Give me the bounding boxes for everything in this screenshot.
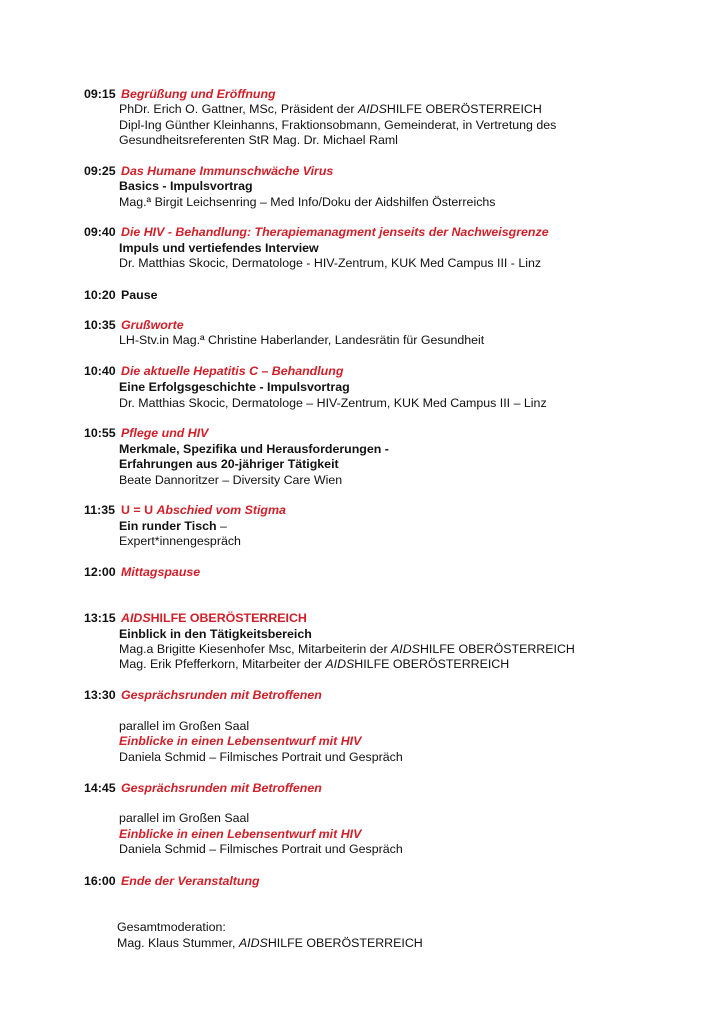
session-title: Begrüßung und Eröffnung (121, 87, 276, 101)
time: 09:40 (84, 225, 116, 239)
speaker-line: Expert*innengespräch (119, 534, 241, 548)
speaker-line: Daniela Schmid – Filmisches Portrait und Gespräch (119, 842, 403, 856)
time: 10:35 (84, 318, 116, 332)
location-line: parallel im Großen Saal (119, 811, 250, 825)
moderation-name: Mag. Klaus Stummer, AIDSHILFE OBERÖSTERREICH (117, 936, 423, 950)
session-subtitle: Merkmale, Spezifika und Herausforderungen - (119, 442, 389, 456)
session-title: Mittagspause (121, 565, 201, 579)
session-title: Grußworte (121, 318, 184, 332)
time: 12:00 (84, 565, 116, 579)
speaker-line: PhDr. Erich O. Gattner, MSc, Präsident der AIDSHILFE OBERÖSTERREICH (119, 102, 542, 116)
time: 10:40 (84, 364, 116, 378)
session-subtitle: Impuls und vertiefendes Interview (119, 241, 319, 255)
session-title: Pause (121, 288, 158, 302)
speaker-line: Gesundheitsreferenten StR Mag. Dr. Michael Raml (119, 133, 398, 147)
moderation-label: Gesamtmoderation: (117, 920, 226, 934)
speaker-line: Daniela Schmid – Filmisches Portrait und Gespräch (119, 750, 403, 764)
speaker-line: Dr. Matthias Skocic, Dermatologe – HIV-Zentrum, KUK Med Campus III – Linz (119, 396, 547, 410)
session-title: Gesprächsrunden mit Betroffenen (121, 781, 322, 795)
session-title: Ende der Veranstaltung (121, 874, 260, 888)
time: 09:25 (84, 164, 116, 178)
speaker-line: Mag.a Brigitte Kiesenhofer Msc, Mitarbeiterin der AIDSHILFE OBERÖSTERREICH (119, 642, 575, 656)
speaker-line: Mag.ª Birgit Leichsenring – Med Info/Doku der Aidshilfen Österreichs (119, 195, 496, 209)
session-title: Die HIV - Behandlung: Therapiemanagment jenseits der Nachweisgrenze (121, 225, 549, 239)
time: 11:35 (84, 503, 116, 517)
session-title: AIDSHILFE OBERÖSTERREICH (121, 611, 307, 625)
session-subtitle: Erfahrungen aus 20-jähriger Tätigkeit (119, 457, 339, 471)
speaker-line: Dipl-Ing Günther Kleinhanns, Fraktionsobmann, Gemeinderat, in Vertretung des (119, 118, 557, 132)
time: 13:15 (84, 611, 116, 625)
speaker-line: Beate Dannoritzer – Diversity Care Wien (119, 473, 343, 487)
time: 13:30 (84, 688, 116, 702)
speaker-line: Dr. Matthias Skocic, Dermatologe - HIV-Zentrum, KUK Med Campus III - Linz (119, 256, 542, 270)
time: 10:20 (84, 288, 116, 302)
time: 10:55 (84, 426, 116, 440)
session-subtitle: Einblicke in einen Lebensentwurf mit HIV (119, 734, 362, 748)
speaker-line: LH-Stv.in Mag.ª Christine Haberlander, Landesrätin für Gesundheit (119, 333, 485, 347)
location-line: parallel im Großen Saal (119, 719, 250, 733)
speaker-line: Mag. Erik Pfefferkorn, Mitarbeiter der AIDSHILFE OBERÖSTERREICH (119, 657, 510, 671)
session-subtitle: Einblicke in einen Lebensentwurf mit HIV (119, 827, 362, 841)
session-subtitle: Einblick in den Tätigkeitsbereich (119, 627, 312, 641)
session-title: U = U Abschied vom Stigma (121, 503, 286, 517)
session-title: Das Humane Immunschwäche Virus (121, 164, 334, 178)
session-subtitle: Eine Erfolgsgeschichte - Impulsvortrag (119, 380, 350, 394)
session-subtitle: Ein runder Tisch – (119, 519, 227, 533)
session-title: Pflege und HIV (121, 426, 209, 440)
session-title: Die aktuelle Hepatitis C – Behandlung (121, 364, 344, 378)
session-subtitle: Basics - Impulsvortrag (119, 179, 253, 193)
time: 16:00 (84, 874, 116, 888)
time: 14:45 (84, 781, 116, 795)
session-title: Gesprächsrunden mit Betroffenen (121, 688, 322, 702)
time: 09:15 (84, 87, 116, 101)
